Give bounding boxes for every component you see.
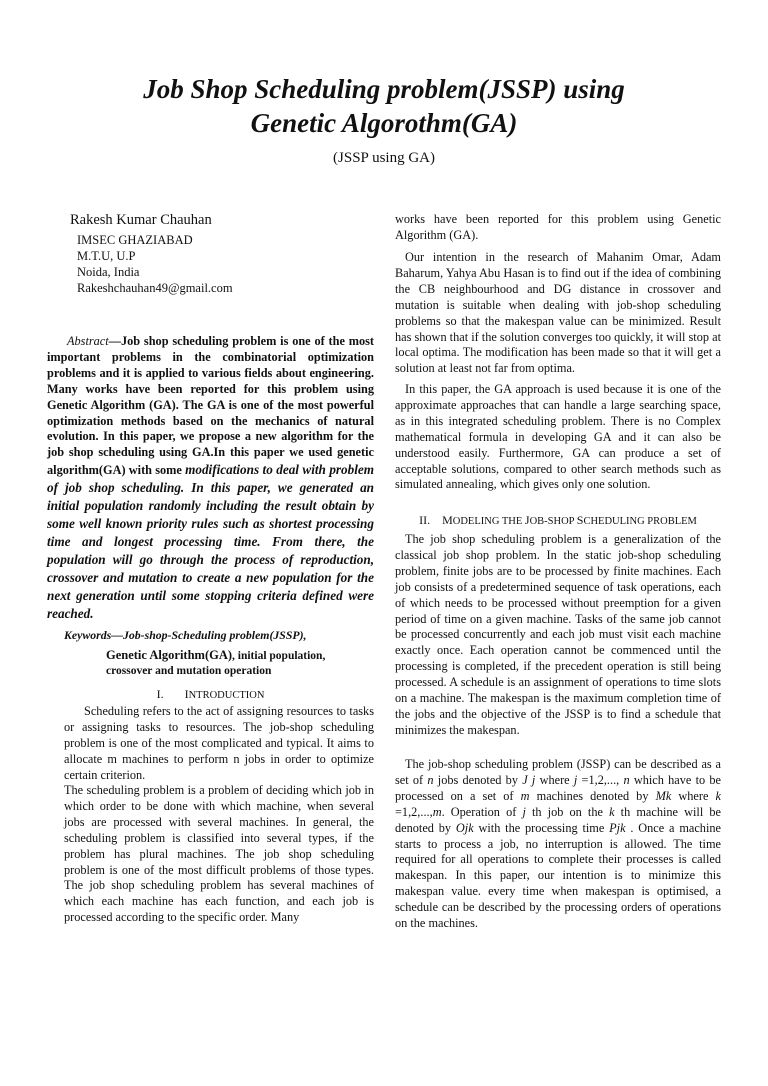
abstract-label: Abstract xyxy=(67,334,109,348)
right-paragraph-5 xyxy=(395,757,721,932)
p5-k2: k xyxy=(609,804,615,819)
keywords-label: Keywords—Job-shop-Scheduling problem(JSSP), xyxy=(64,628,307,642)
p5-k1: k xyxy=(715,788,721,803)
p5-j1: j xyxy=(573,772,578,787)
author-email: Rakeshchauhan49@gmail.com xyxy=(77,281,233,295)
author-location: Noida, India xyxy=(77,265,140,279)
p5-jj: J j xyxy=(522,772,536,787)
author-institute: IMSEC GHAZIABAD xyxy=(77,233,193,247)
p5-t1: The job-shop scheduling problem (JSSP) can be described as a set of xyxy=(395,757,721,787)
keyword-ga-rest: , initial population, xyxy=(232,650,326,662)
author-affiliation xyxy=(77,232,233,296)
p5-t4: =1,2,..., xyxy=(577,772,624,787)
right-p2-text: Our intention in the research of Mahanim Omar, Adam Baharum, Yahya Abu Hasan is to find out if the idea of combining the CB neighbourhood and DG distance in crossover and mutation is suitable when dealing with job-shop scheduling problems so that the makespan value can be minimized. Result has shown that if the solution converges too quickly, it will stop at local optima. The modification has been made so that it will get a solution at least not far from optima. xyxy=(395,250,721,376)
right-p1-text: works have been reported for this problem using Genetic Algorithm (GA). xyxy=(395,212,721,242)
p5-m2: m xyxy=(432,804,442,819)
abstract-dash: — xyxy=(108,334,121,348)
intro-p1-text: Scheduling refers to the act of assigning resources to tasks or assigning tasks to resources. The job-shop scheduling problem is one of the most complicated and typical. It aims to allocate m machines to perform n jobs in order to optimize certain criterion. xyxy=(64,704,374,782)
p5-t11: th machine will be denoted by xyxy=(395,804,721,835)
p5-t9: . Operation of xyxy=(441,804,523,819)
p5-n1: n xyxy=(427,772,434,787)
right-paragraph-3 xyxy=(395,382,721,493)
section-title-rest: NTRODUCTION xyxy=(188,690,265,701)
p5-t10: th job on the xyxy=(525,804,610,819)
s2-cheduling: CHEDULING PROBLEM xyxy=(583,516,697,527)
s2-s: S xyxy=(576,513,584,527)
intro-p2-text: The scheduling problem is a problem of deciding which job in which order to be done with which machine, when several jobs are processed with several machines. In general, the scheduling problem is classified into several types, if the problem has plural machines. The job shop scheduling problem is one of the most difficult problems of those types. The job shop scheduling problem has several machines of which each machine has each function, and each job is processed according to the specific order. Many xyxy=(64,783,374,925)
s2-j: J xyxy=(524,513,530,527)
right-p3-text: In this paper, the GA approach is used because it is one of the approximate approaches that can handle a large searching space, as in this integrated scheduling problem. There is no Complex mathematical formula in developing GA and it can also be understood easily. Furthermore, GA can produce a set of acceptable solutions, compared to other search methods such as simulated annealing, which gives only one solution. xyxy=(395,382,721,492)
s2-odeling: ODELING THE xyxy=(452,516,525,527)
paper-subtitle: (JSSP using GA) xyxy=(333,150,435,166)
right-p4-text: The job shop scheduling problem is a generalization of the classical job shop problem. In the static job-shop scheduling problem, finite jobs are to be processed by finite machines. Each job consists of a predetermined sequence of task operations, each of which needs to be processed without preemption for a given period of time on a given machine. Tasks of the same job cannot be processed concurrently and each job must visit each machine exactly once. Each operation cannot be commenced until the processing is completed, if the precedent operation is still being processed. A schedule is an assignment of operations to time slots on a machine. The makespan is the maximum completion time of the jobs and the objective of the JSSP is to find a schedule that minimizes the makespan. xyxy=(395,532,721,737)
intro-paragraph-1 xyxy=(64,704,374,784)
p5-m1: m xyxy=(520,788,530,803)
intro-paragraph-2 xyxy=(64,783,374,926)
section-heading-modeling xyxy=(395,513,721,528)
p5-t5: which have to be processed on a set of xyxy=(395,772,721,803)
p5-t13: . Once a machine starts to process a job, no interruption is allowed. The time required for all operations to complete their processes is called makespan. In this paper, our intention is to minimize this makespan value. every time when makespan is optimised, a schedule can be described by the processing orders of operations on the machines. xyxy=(395,820,721,931)
p5-t7: where xyxy=(671,788,716,803)
s2-ob: OB-SHOP xyxy=(529,516,577,527)
p5-t2: jobs denoted by xyxy=(433,772,523,787)
section-heading-introduction xyxy=(47,687,374,702)
p5-j2: j xyxy=(522,804,526,819)
keyword-crossover: crossover and mutation operation xyxy=(106,665,272,677)
right-paragraph-1 xyxy=(395,212,721,244)
paper-title-line-2: Genetic Algorothm(GA) xyxy=(250,108,518,138)
right-paragraph-4 xyxy=(395,532,721,739)
s2-m: M xyxy=(442,513,453,527)
p5-t6: machines denoted by xyxy=(529,788,656,803)
p5-t8: =1,2,..., xyxy=(395,804,433,819)
p5-pjk: Pjk xyxy=(609,820,626,835)
abstract-bold-text: Job shop scheduling problem is one of the most important problems in the combinatorial optimization problems and it is applied to various fields about engineering. Many works have been reported for this problem using Genetic Algorithm (GA). The GA is one of the most powerful optimization methods based on the mechanics of natural evolution. In this paper, we propose a new algorithm for the job shop scheduling using GA.In this paper we used genetic algorithm(GA) with some xyxy=(47,334,374,478)
author-name: Rakesh Kumar Chauhan xyxy=(70,212,212,228)
abstract-italic-text: modifications to deal with problem of job shop scheduling. In this paper, we generated an initial population randomly including the result obtain by some well known priority rules such as shortest processing time and longest processing time. From there, the population will go through the process of reproduction, crossover and mutation to create a new population for the next generation until some stopping criteria defined were reached. xyxy=(47,462,375,621)
p5-mk: Mk xyxy=(655,788,672,803)
keywords-terms xyxy=(106,648,366,679)
section2-number: II. xyxy=(419,513,431,527)
p5-t3: where xyxy=(535,772,574,787)
abstract xyxy=(47,334,374,622)
p5-n2: n xyxy=(623,772,630,787)
section-number: I. xyxy=(156,687,164,701)
paper-title-line-1: Job Shop Scheduling problem(JSSP) using xyxy=(143,74,625,104)
keyword-ga: Genetic Algorithm(GA) xyxy=(106,648,233,662)
author-university: M.T.U, U.P xyxy=(77,249,136,263)
p5-ojk: Ojk xyxy=(455,820,474,835)
section-title-initial: I xyxy=(184,687,189,701)
right-paragraph-2 xyxy=(395,250,721,377)
p5-t12: with the processing time xyxy=(473,820,610,835)
